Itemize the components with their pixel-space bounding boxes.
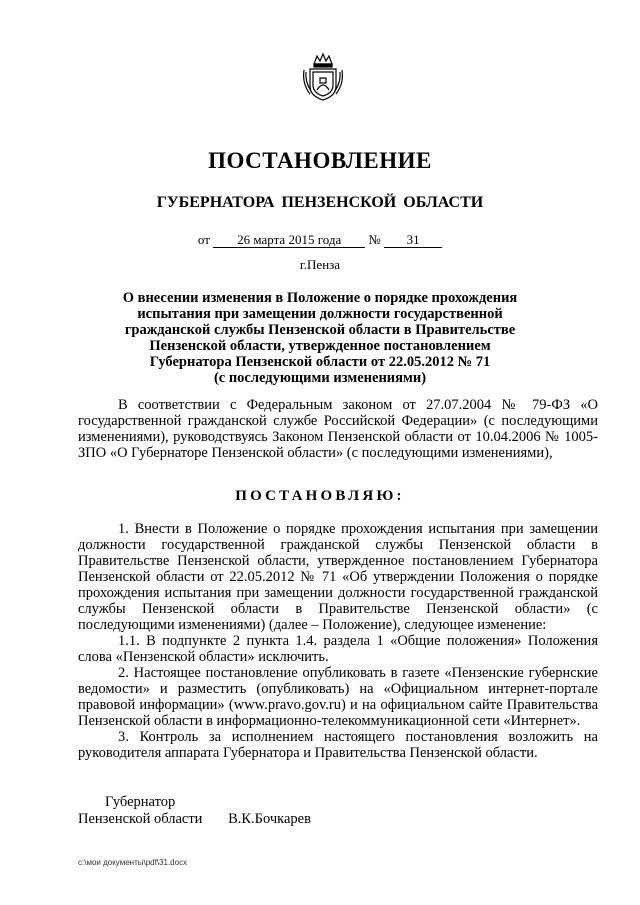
heading-line: испытания при замещении должности государственной bbox=[137, 306, 503, 322]
decree-word: ПОСТАНОВЛЯЮ: bbox=[235, 488, 405, 504]
date-prefix: от bbox=[197, 232, 210, 247]
decree-item-3: 3. Контроль за исполнением настоящего постановления возложить на руководителя аппарата Губернатора и Правительства Пензенской области. bbox=[78, 729, 598, 761]
document-title: ПОСТАНОВЛЕНИЕ bbox=[208, 148, 432, 173]
document-subtitle: ГУБЕРНАТОРА ПЕНЗЕНСКОЙ ОБЛАСТИ bbox=[156, 194, 484, 211]
preamble-block bbox=[78, 397, 598, 461]
signature-block bbox=[78, 811, 311, 828]
heading-line: (с последующими изменениями) bbox=[213, 370, 427, 386]
decree-item-1: 1. Внести в Положение о порядке прохождения испытания при замещении должности государственной гражданской службы Пензенской области в Правительстве Пензенской области, утвержденное постановлением Губернатора Пензенской области от 22.05.2012 № 71 «Об утверждении Положения о порядке прохождения испытания при замещении должности государственной гражданской службы Пензенской области в Правительстве Пензенской области» (с последующими изменениями) (далее – Положение), следующее изменение: bbox=[78, 521, 598, 633]
decree-item-2: 2. Настоящее постановление опубликовать в газете «Пензенские губернские ведомости» и разместить (опубликовать) на «Официальном интернет-портале правовой информации» (www.pravo.gov.ru) и на официальном сайте Правительства Пензенской области в информационно-телекоммуникационной сети «Интернет». bbox=[78, 665, 598, 729]
number-prefix: № bbox=[368, 232, 381, 247]
signature-position-line2: Пензенской области bbox=[78, 811, 203, 827]
heading-line: О внесении изменения в Положение о порядке прохождения bbox=[122, 290, 518, 306]
document-heading bbox=[100, 290, 540, 386]
coat-of-arms-icon bbox=[300, 50, 346, 102]
heading-line: гражданской службы Пензенской области в Правительстве bbox=[124, 322, 516, 338]
heading-line: Пензенской области, утвержденное постановлением bbox=[149, 338, 491, 354]
file-path-footer: c:\мои документы\pdf\31.docx bbox=[78, 858, 188, 867]
signatory-name: В.К.Бочкарев bbox=[228, 811, 311, 827]
heading-line: Губернатора Пензенской области от 22.05.2012 № 71 bbox=[149, 354, 491, 370]
document-date: 26 марта 2015 года bbox=[213, 232, 365, 248]
signature-position-line1: Губернатор bbox=[105, 794, 176, 810]
document-city: г.Пенза bbox=[299, 257, 341, 272]
decree-item-1-1: 1.1. В подпункте 2 пункта 1.4. раздела 1 «Общие положения» Положения слова «Пензенской области» исключить. bbox=[78, 633, 598, 665]
preamble-paragraph: В соответствии с Федеральным законом от 27.07.2004 № 79-ФЗ «О государственной гражданской службе Российской Федерации» (с последующими изменениями), руководствуясь Законом Пензенской области от 10.04.2006 № 1005-ЗПО «О Губернаторе Пензенской области» (с последующими изменениями), bbox=[78, 397, 598, 461]
document-number: 31 bbox=[384, 232, 442, 248]
date-line bbox=[0, 232, 640, 248]
decree-items bbox=[78, 521, 598, 761]
